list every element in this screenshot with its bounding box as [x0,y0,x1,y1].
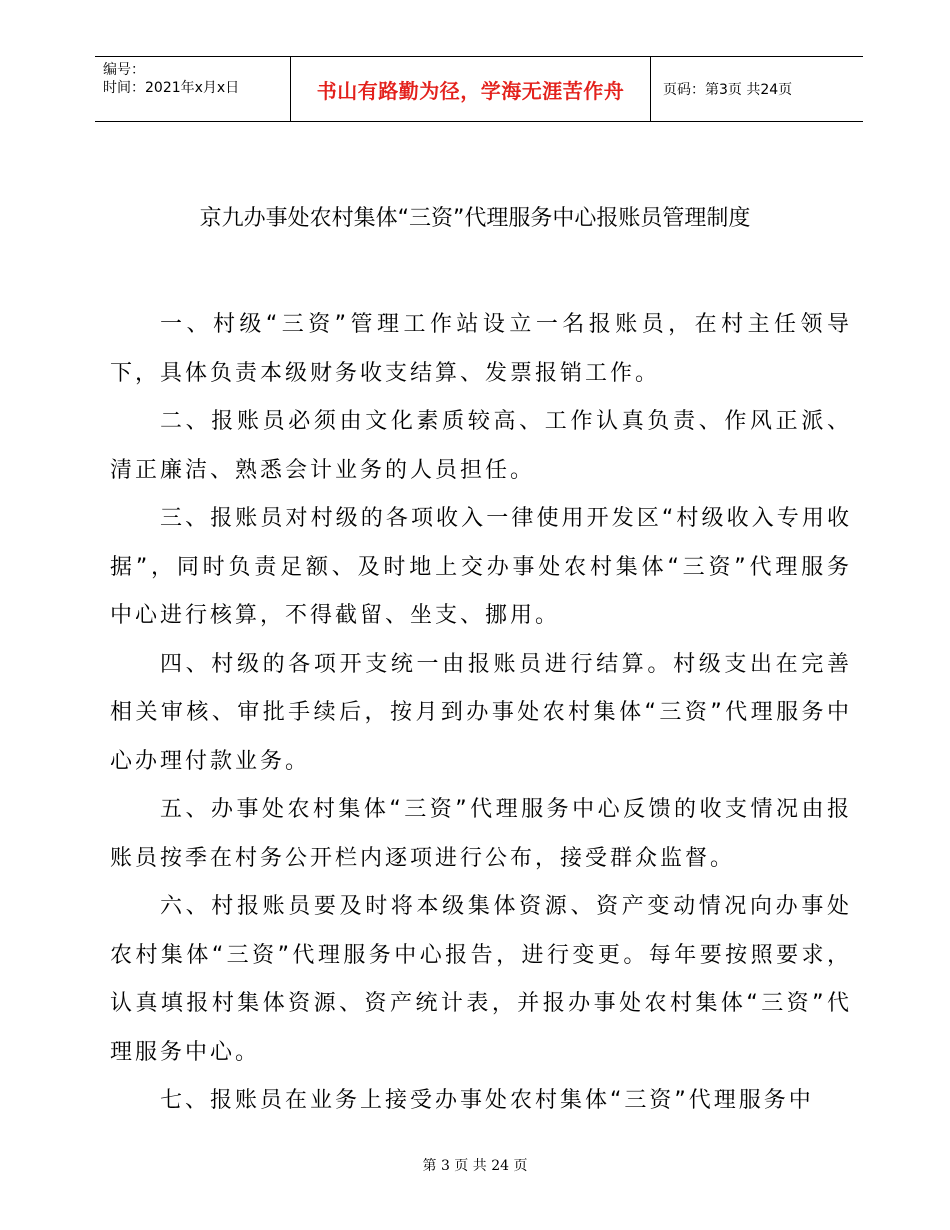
page-footer: 第 3 页 共 24 页 [422,1158,528,1174]
paragraph-7: 七、报账员在业务上接受办事处农村集体“三资”代理服务中 [160,1088,814,1113]
paragraph-6: 六、村报账员要及时将本级集体资源、资产变动情况向办事处农村集体“三资”代理服务中心报告，进行变更。每年要按照要求，认真填报村集体资源、资产统计表，并报办事处农村集体“三资”代理服务中心。 [110,894,852,1065]
motto-text: 书山有路勤为径，学海无涯苦作舟 [316,78,625,103]
paragraph-2: 二、报账员必须由文化素质较高、工作认真负责、作风正派、清正廉洁、熟悉会计业务的人员担任。 [110,409,852,483]
paragraph-4: 四、村级的各项开支统一由报账员进行结算。村级支出在完善相关审核、审批手续后，按月到办事处农村集体“三资”代理服务中心办理付款业务。 [110,651,852,774]
header-meta-cell [95,57,291,121]
document-number-label: 编号： [103,62,145,78]
paragraph-5: 五、办事处农村集体“三资”代理服务中心反馈的收支情况由报账员按季在村务公开栏内逐项进行公布，接受群众监督。 [110,797,852,871]
header-table [95,56,863,122]
paragraph-1: 一、村级“三资”管理工作站设立一名报账员，在村主任领导下，具体负责本级财务收支结算、发票报销工作。 [110,312,852,386]
header-page-cell [651,57,863,121]
header-page-info: 页码：第3页 共24页 [663,82,793,98]
document-title: 京九办事处农村集体“三资”代理服务中心报账员管理制度 [199,206,751,231]
document-body [110,301,852,1126]
header-motto-cell [291,57,651,121]
document-time-label: 时间：2021年x月x日 [103,80,240,96]
paragraph-3: 三、报账员对村级的各项收入一律使用开发区“村级收入专用收据”，同时负责足额、及时地上交办事处农村集体“三资”代理服务中心进行核算，不得截留、坐支、挪用。 [110,506,852,628]
